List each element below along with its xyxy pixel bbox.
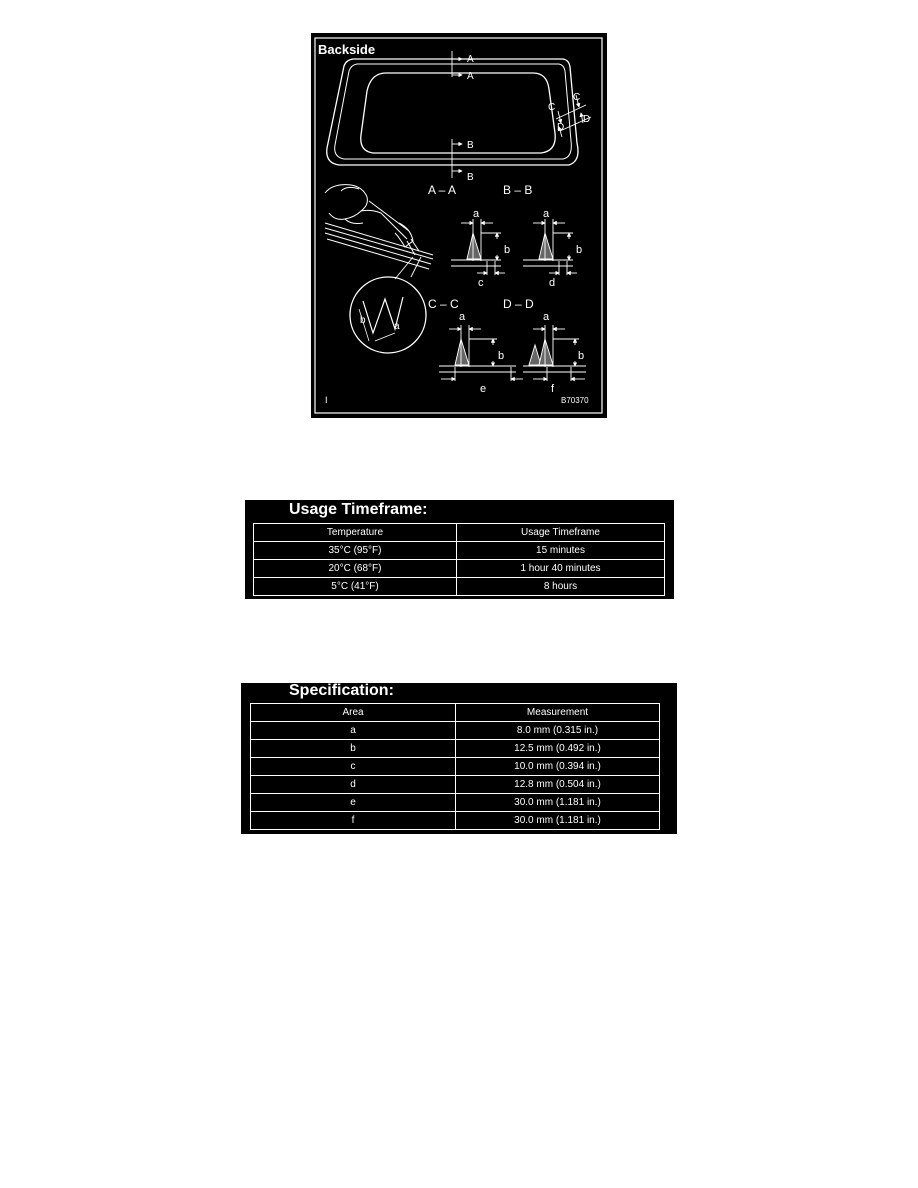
- table-cell: 8.0 mm (0.315 in.): [456, 722, 660, 740]
- usage-timeframe-panel: [245, 500, 674, 599]
- cc-dim-b: b: [498, 350, 505, 362]
- table-cell: 30.0 mm (1.181 in.): [456, 812, 660, 830]
- applicator-hand-illustration: [325, 185, 433, 269]
- marker-a-top: A: [467, 54, 474, 65]
- section-cc-detail: [439, 325, 523, 381]
- section-label-dd: D – D: [503, 297, 534, 311]
- usage-timeframe-title: Usage Timeframe:: [289, 501, 428, 518]
- marker-b-bottom: B: [467, 172, 474, 183]
- marker-d-top: D: [557, 122, 565, 133]
- marker-c-top: C: [548, 102, 556, 113]
- bb-dim-b: b: [576, 244, 583, 256]
- diagram-title: Backside: [318, 42, 376, 57]
- cc-dim-a: a: [459, 311, 466, 323]
- section-bb-detail: [523, 219, 577, 275]
- table-cell: a: [251, 722, 456, 740]
- marker-d-bottom: D: [583, 114, 591, 125]
- figure-code: B70370: [561, 396, 589, 405]
- table-cell: b: [251, 740, 456, 758]
- table-header-row: [251, 704, 660, 722]
- dd-dim-b: b: [578, 350, 585, 362]
- table-row: [251, 794, 660, 812]
- specification-title: Specification:: [289, 682, 394, 699]
- table-row: [251, 758, 660, 776]
- corner-mark: I: [325, 395, 328, 405]
- table-cell: f: [251, 812, 456, 830]
- table-cell: 20°C (68°F): [254, 560, 457, 578]
- section-label-cc: C – C: [428, 297, 459, 311]
- bead-detail-circle: [350, 257, 426, 353]
- bead-dim-b: b: [360, 315, 366, 326]
- section-aa-detail: [451, 219, 505, 275]
- dd-dim-a: a: [543, 311, 550, 323]
- marker-a-bottom: A: [467, 71, 474, 82]
- windshield-diagram: [311, 33, 607, 418]
- table-cell: 10.0 mm (0.394 in.): [456, 758, 660, 776]
- column-header: Area: [251, 704, 456, 722]
- bead-dim-a: a: [394, 321, 400, 332]
- table-row: [254, 560, 665, 578]
- column-header: Usage Timeframe: [457, 524, 665, 542]
- aa-dim-c: c: [478, 277, 484, 289]
- table-cell: 15 minutes: [457, 542, 665, 560]
- table-row: [254, 542, 665, 560]
- table-cell: 12.8 mm (0.504 in.): [456, 776, 660, 794]
- table-cell: 5°C (41°F): [254, 578, 457, 596]
- specification-panel: [241, 683, 677, 834]
- table-cell: c: [251, 758, 456, 776]
- table-cell: 12.5 mm (0.492 in.): [456, 740, 660, 758]
- section-label-bb: B – B: [503, 183, 533, 197]
- table-row: [251, 740, 660, 758]
- aa-dim-b: b: [504, 244, 511, 256]
- cc-dim-e: e: [480, 383, 487, 395]
- section-dd-detail: [523, 325, 586, 381]
- table-cell: 1 hour 40 minutes: [457, 560, 665, 578]
- dd-dim-f: f: [551, 383, 555, 395]
- column-header: Temperature: [254, 524, 457, 542]
- table-row: [251, 722, 660, 740]
- table-row: [251, 776, 660, 794]
- table-cell: e: [251, 794, 456, 812]
- table-cell: d: [251, 776, 456, 794]
- marker-b-top: B: [467, 140, 474, 151]
- table-cell: 30.0 mm (1.181 in.): [456, 794, 660, 812]
- table-header-row: [254, 524, 665, 542]
- table-cell: 35°C (95°F): [254, 542, 457, 560]
- marker-c-bottom: C: [573, 92, 581, 103]
- column-header: Measurement: [456, 704, 660, 722]
- specification-table: [250, 703, 660, 830]
- aa-dim-a: a: [473, 208, 480, 220]
- section-label-aa: A – A: [428, 183, 457, 197]
- table-cell: 8 hours: [457, 578, 665, 596]
- bb-dim-d: d: [549, 277, 556, 289]
- table-row: [251, 812, 660, 830]
- table-row: [254, 578, 665, 596]
- usage-timeframe-table: [253, 523, 665, 596]
- bb-dim-a: a: [543, 208, 550, 220]
